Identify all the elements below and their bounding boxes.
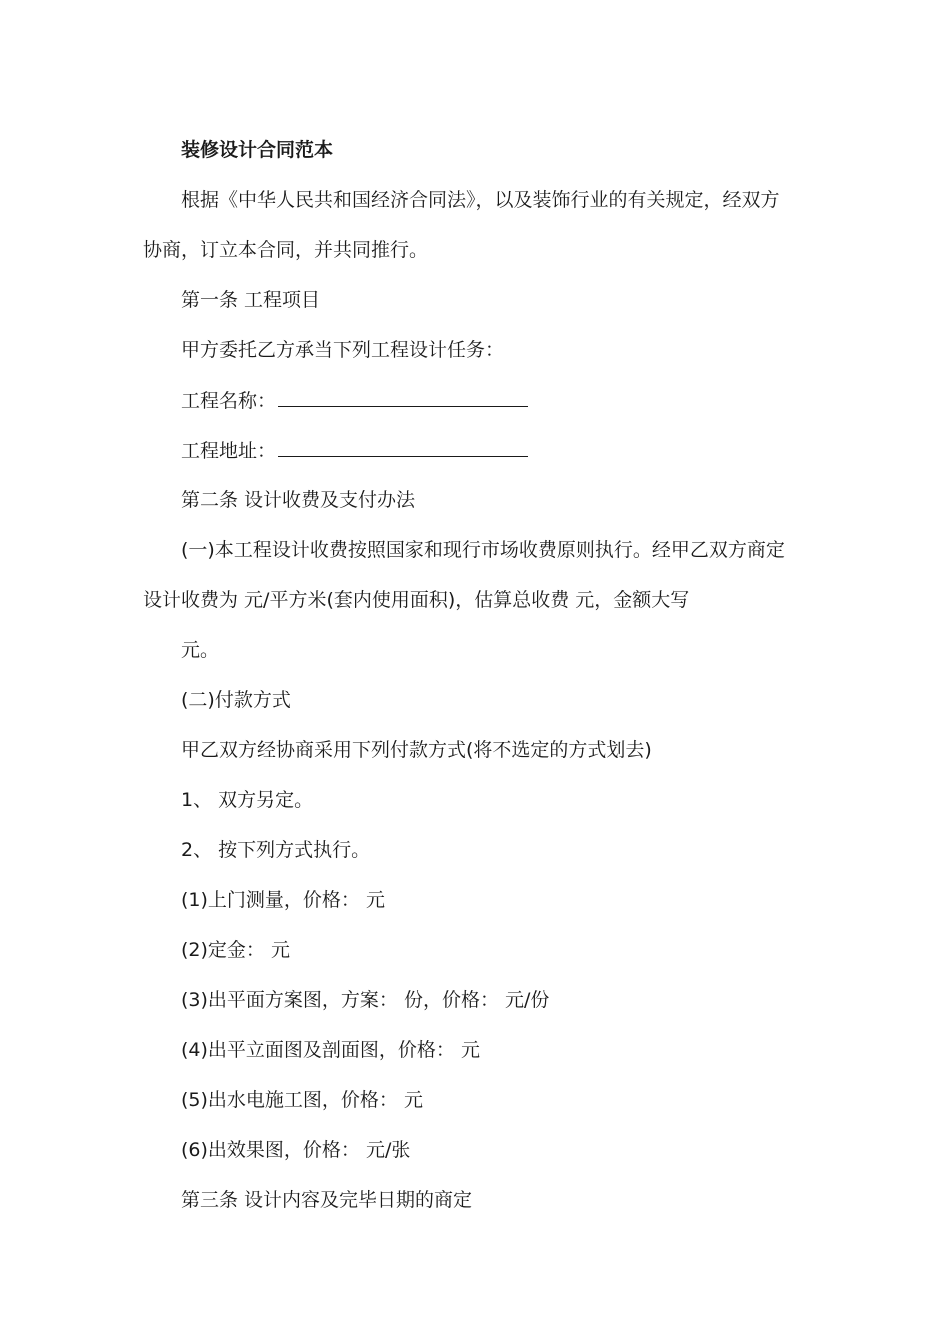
list-item: (6)出效果图，价格： 元/张 (181, 1139, 411, 1161)
document-title: 装修设计合同范本 (181, 139, 334, 161)
list-item: (5)出水电施工图，价格： 元 (181, 1089, 423, 1111)
payment-intro: 甲乙双方经协商采用下列付款方式(将不选定的方式划去) (181, 739, 652, 761)
payment-option-2: 2、 按下列方式执行。 (181, 839, 371, 861)
project-name-blank-line (278, 388, 528, 407)
list-item: (3)出平面方案图，方案： 份，价格： 元/份 (181, 989, 550, 1011)
list-item: (1)上门测量，价格： 元 (181, 889, 385, 911)
fee-paragraph-line-1: (一)本工程设计收费按照国家和现行市场收费原则执行。经甲乙双方商定 (181, 539, 785, 561)
project-address-row (181, 438, 528, 463)
project-address-label: 工程地址： (181, 440, 277, 462)
project-name-label: 工程名称： (181, 390, 277, 412)
list-item: (4)出平立面图及剖面图，价格： 元 (181, 1039, 480, 1061)
intro-paragraph-line-2: 协商，订立本合同，并共同推行。 (143, 239, 429, 261)
list-item: (2)定金： 元 (181, 939, 290, 961)
fee-paragraph-line-3: 元。 (181, 639, 220, 661)
project-name-row (181, 388, 528, 413)
intro-paragraph-line-1: 根据《中华人民共和国经济合同法》，以及装饰行业的有关规定，经双方 (181, 189, 780, 211)
article-2-heading: 第二条 设计收费及支付办法 (181, 489, 416, 511)
payment-heading: (二)付款方式 (181, 689, 291, 711)
fee-paragraph-line-2: 设计收费为 元/平方米(套内使用面积)，估算总收费 元，金额大写 (143, 589, 690, 611)
article-1-body: 甲方委托乙方承当下列工程设计任务： (181, 339, 505, 361)
project-address-blank-line (278, 438, 528, 457)
payment-option-1: 1、 双方另定。 (181, 789, 314, 811)
article-3-heading: 第三条 设计内容及完毕日期的商定 (181, 1189, 473, 1211)
article-1-heading: 第一条 工程项目 (181, 289, 321, 311)
